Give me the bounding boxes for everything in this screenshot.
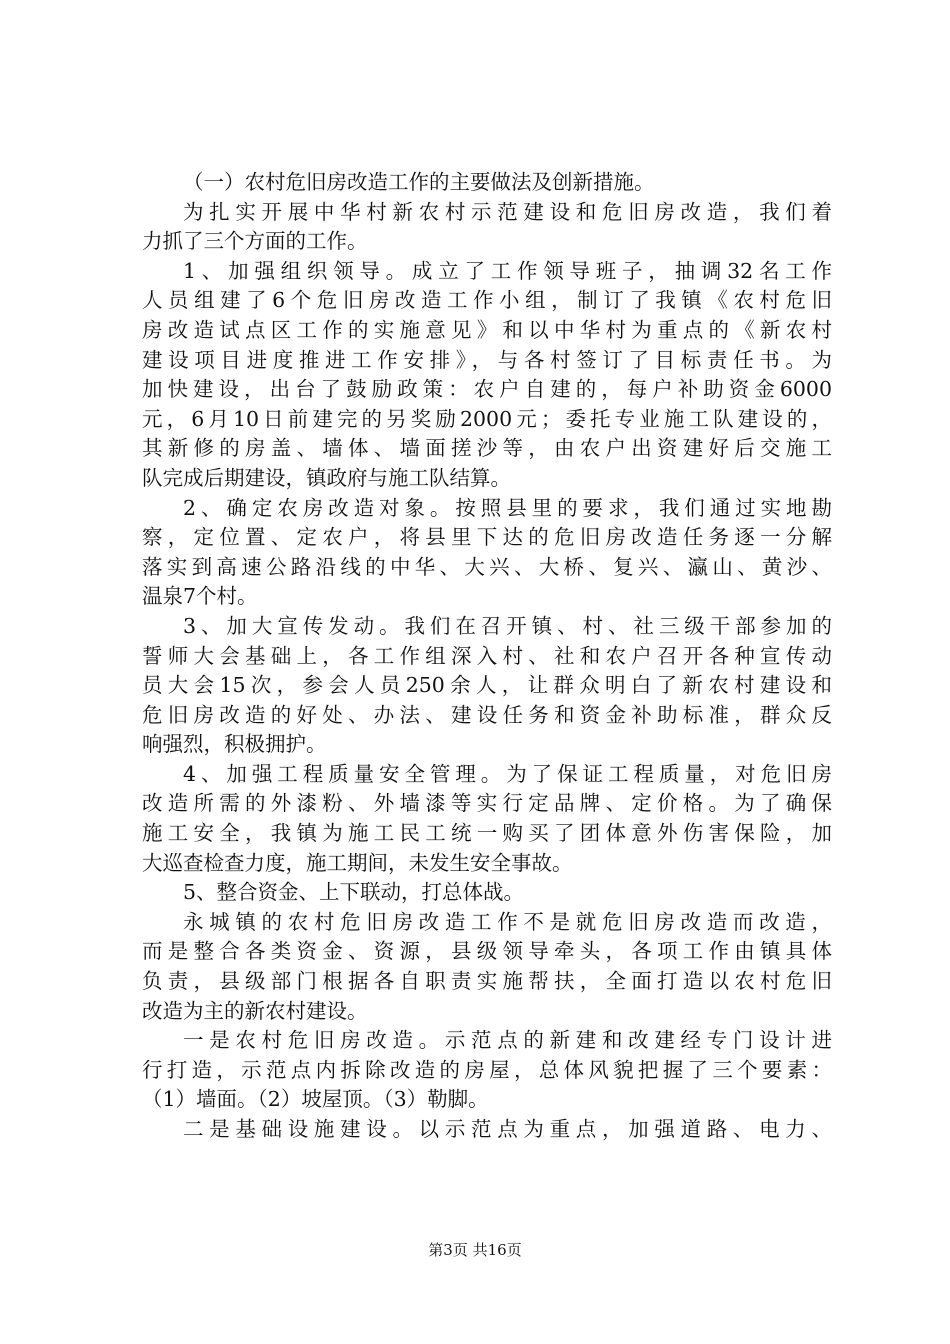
text-line: 建设项目进度推进工作安排》，与各村签订了目标责任书。为 — [142, 347, 832, 372]
document-body — [142, 168, 832, 1145]
text-line: 响强烈，积极拥护。 — [142, 732, 327, 757]
text-line: 施工安全，我镇为施工民工统一购买了团体意外伤害保险，加 — [142, 821, 832, 846]
text-line: 永城镇的农村危旧房改造工作不是就危旧房改造而改造， — [183, 909, 832, 934]
text-line: 改造所需的外漆粉、外墙漆等实行定品牌、定价格。为了确保 — [142, 791, 832, 816]
text-line: 改造为主的新农村建设。 — [142, 998, 368, 1023]
page-footer: 第3页 共16页 — [428, 1241, 522, 1259]
text-line: 为扎实开展中华村新农村示范建设和危旧房改造，我们着 — [183, 199, 832, 224]
text-line: 力抓了三个方面的工作。 — [142, 229, 368, 254]
text-line: 行打造，示范点内拆除改造的房屋，总体风貌把握了三个要素： — [142, 1057, 832, 1082]
text-line: 负责，县级部门根据各自职责实施帮扶，全面打造以农村危旧 — [142, 969, 832, 994]
text-line: 加快建设，出台了鼓励政策：农户自建的，每户补助资金6000 — [142, 377, 832, 402]
text-line: 危旧房改造的好处、办法、建设任务和资金补助标准，群众反 — [142, 702, 832, 727]
text-line: 元，6月10日前建完的另奖励2000元；委托专业施工队建设的， — [142, 406, 832, 431]
text-line: 其新修的房盖、墙体、墙面搓沙等，由农户出资建好后交施工 — [142, 436, 832, 461]
text-line: 誓师大会基础上，各工作组深入村、社和农户召开各种宣传动 — [142, 643, 832, 668]
text-line: 5、整合资金、上下联动，打总体战。 — [183, 880, 525, 905]
text-line: 房改造试点区工作的实施意见》和以中华村为重点的《新农村 — [142, 317, 832, 342]
text-line: 落实到高速公路沿线的中华、大兴、大桥、复兴、瀛山、黄沙、 — [142, 554, 832, 579]
text-line: 一是农村危旧房改造。示范点的新建和改建经专门设计进 — [183, 1028, 832, 1053]
text-line: 2、确定农房改造对象。按照县里的要求，我们通过实地勘 — [183, 495, 832, 520]
text-line: 人员组建了6个危旧房改造工作小组，制订了我镇《农村危旧 — [142, 288, 832, 313]
text-line: 大巡查检查力度，施工期间，未发生安全事故。 — [142, 850, 573, 875]
text-line: 温泉7个村。 — [142, 584, 258, 609]
text-line: 员大会15次，参会人员250余人，让群众明白了新农村建设和 — [142, 673, 832, 698]
text-line: 3、加大宣传发动。我们在召开镇、村、社三级干部参加的 — [183, 613, 832, 638]
text-line: 4、加强工程质量安全管理。为了保证工程质量，对危旧房 — [183, 761, 832, 786]
text-line: （1）墙面。（2）坡屋顶。（3）勒脚。 — [142, 1087, 489, 1112]
text-line: 察，定位置、定农户，将县里下达的危旧房改造任务逐一分解 — [142, 525, 832, 550]
text-line: 而是整合各类资金、资源，县级领导牵头，各项工作由镇具体 — [142, 939, 832, 964]
text-line: （一）农村危旧房改造工作的主要做法及创新措施。 — [183, 170, 655, 194]
text-line: 二是基础设施建设。以示范点为重点，加强道路、电力、 — [183, 1117, 832, 1141]
text-line: 1、加强组织领导。成立了工作领导班子，抽调32名工作 — [183, 258, 832, 283]
text-line: 队完成后期建设，镇政府与施工队结算。 — [142, 465, 511, 490]
